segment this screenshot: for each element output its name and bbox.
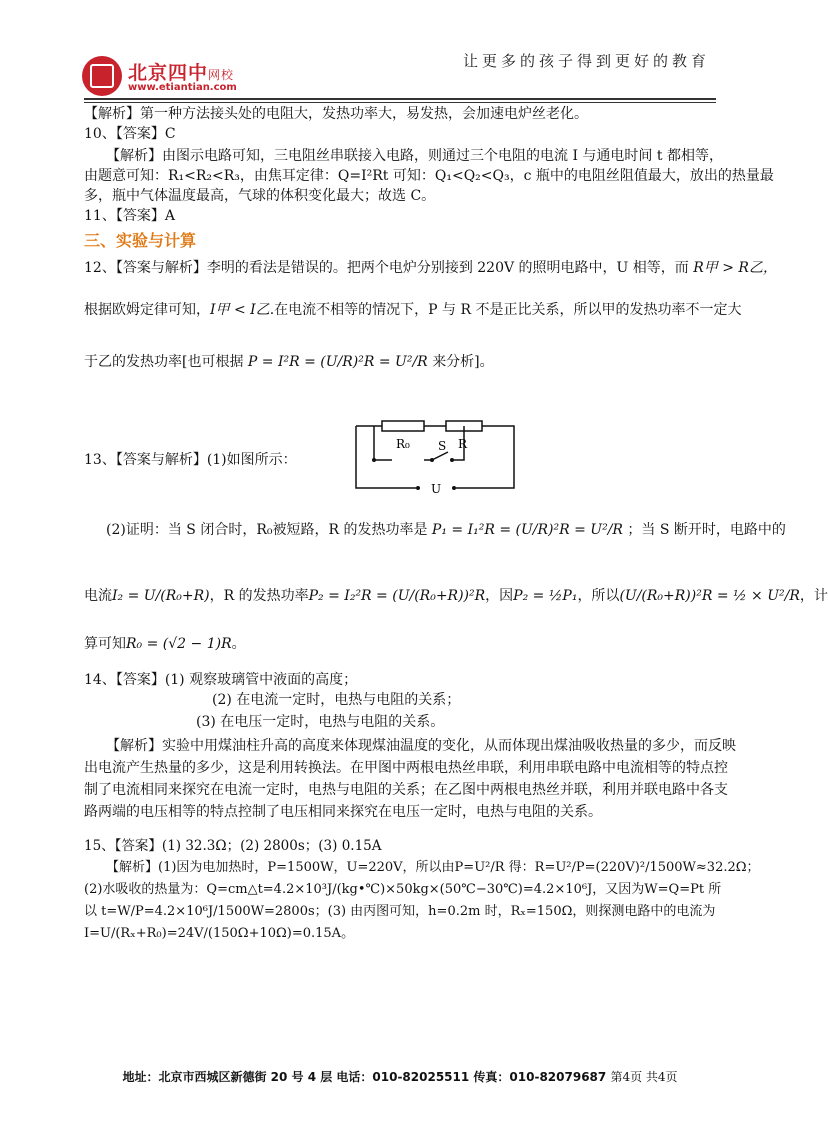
question-12-line-2 — [84, 300, 741, 320]
formula: I₂ = U/(R₀+R) — [112, 588, 210, 604]
question-12-line-1 — [84, 258, 777, 278]
text-line: 14、【答案】(1) 观察玻璃管中液面的高度； — [84, 672, 358, 688]
formula: P₂ = I₂²R = (U/(R₀+R))²R — [308, 588, 486, 604]
logo-url: www.etiantian.com — [128, 82, 237, 93]
text-line: 【解析】实验中用煤油柱升高的高度来体现煤油温度的变化，从而体现出煤油吸收热量的多少，而反映 — [106, 738, 736, 754]
text-line: 制了电流相同来探究在电流一定时，电热与电阻的关系；在乙图中两根电热丝并联，利用并联电路中各支 — [84, 782, 728, 798]
text-line: 出电流产生热量的多少，这是利用转换法。在甲图中两根电热丝串联，利用串联电路中电流相等的特点控 — [84, 760, 728, 776]
text: ；当 S 断开时，电路中的 — [627, 522, 786, 538]
question-13-line-3 — [84, 586, 828, 606]
text-line: 由题意可知：R₁<R₂<R₃，由焦耳定律：Q=I²Rt 可知：Q₁<Q₂<Q₃，c 瓶中的电阻丝阻值最大，放出的热量最 — [84, 168, 774, 184]
resistor-r0-label: R₀ — [396, 437, 410, 451]
logo-name: 北京四中网校 — [128, 62, 235, 84]
text: .在电流不相等的情况下，P 与 R 不是正比关系，所以甲的发热功率不一定大 — [269, 302, 742, 318]
formula: I甲 < I乙 — [210, 302, 270, 318]
page-number: 第4页 共4页 — [610, 1070, 678, 1084]
text-line: 【解析】由图示电路可知，三电阻丝串联接入电路，则通过三个电阻的电流 I 与通电时间 t 都相等， — [106, 148, 723, 164]
logo-emblem-icon — [82, 56, 122, 96]
formula: (U/(R₀+R))²R = ½ × U²/R — [619, 588, 800, 604]
text: ，因 — [485, 588, 514, 604]
formula: P₂ = ½P₁ — [513, 588, 578, 604]
section-heading: 三、实验与计算 — [84, 231, 197, 250]
text: 来分析]。 — [432, 354, 494, 370]
formula: R₀ = (√2 − 1)R — [126, 636, 232, 652]
question-13-line-4 — [84, 634, 246, 654]
text: (2)证明：当 S 闭合时，R₀被短路，R 的发热功率是 — [106, 522, 428, 538]
text-line: (3) 在电压一定时，电热与电阻的关系。 — [196, 714, 445, 730]
header-divider — [84, 98, 716, 103]
logo — [82, 56, 282, 100]
text-line: 【解析】(1)因为电加热时，P=1500W，U=220V，所以由P=U²/R 得：R=U²/P=(220V)²/1500W≈32.2Ω； — [106, 860, 760, 875]
formula: R甲 > R乙， — [693, 260, 777, 276]
question-12-line-3 — [84, 352, 494, 372]
text: ，所以 — [577, 588, 620, 604]
text-line: (2)水吸收的热量为：Q=cm△t=4.2×10³J/(kg•℃)×50kg×(50℃−30℃)=4.2×10⁶J，又因为W=Q=Pt 所 — [84, 882, 722, 897]
text: 电流 — [84, 588, 112, 604]
text: 根据欧姆定律可知， — [84, 302, 210, 318]
header-slogan: 让更多的孩子得到更好的教育 — [462, 52, 710, 70]
text-line: 【解析】第一种方法接头处的电阻大，发热功率大，易发热，会加速电炉丝老化。 — [84, 106, 588, 122]
text-line: 路两端的电压相等的特点控制了电压相同来探究在电压一定时，电热与电阻的关系。 — [84, 804, 602, 820]
text-line: 10、【答案】C — [84, 126, 176, 142]
text: ，计 — [799, 588, 828, 604]
voltage-label: U — [431, 482, 442, 496]
page-footer — [0, 1068, 800, 1085]
text-line: 以 t=W/P=4.2×10⁶J/1500W=2800s；(3) 由丙图可知，h=0.2m 时，Rₓ=150Ω，则探测电路中的电流为 — [84, 904, 716, 919]
text: 。 — [231, 636, 246, 652]
text-line: (2) 在电流一定时，电热与电阻的关系； — [212, 692, 461, 708]
text: ，R 的发热功率 — [209, 588, 309, 604]
text-line: 15、【答案】(1) 32.3Ω；(2) 2800s；(3) 0.15A — [84, 838, 382, 854]
footer-address: 地址：北京市西城区新德街 20 号 4 层 电话：010-82025511 传真：010-82079687 — [122, 1070, 607, 1084]
circuit-diagram — [352, 418, 522, 498]
question-13-line-1: 13、【答案与解析】(1)如图所示： — [84, 452, 297, 468]
text: 算可知 — [84, 636, 126, 652]
text-line: 11、【答案】A — [84, 208, 175, 224]
formula: P = I²R = (U/R)²R = U²/R — [247, 354, 428, 370]
formula: P₁ = I₁²R = (U/R)²R = U²/R — [431, 522, 623, 538]
text-line: I=U/(Rₓ+R₀)=24V/(150Ω+10Ω)=0.15A。 — [84, 926, 355, 941]
question-13-line-2 — [106, 520, 786, 540]
text: 12、【答案与解析】李明的看法是错误的。把两个电炉分别接到 220V 的照明电路中，U 相等，而 — [84, 260, 689, 276]
switch-label: S — [438, 439, 447, 453]
text: 于乙的发热功率[也可根据 — [84, 354, 244, 370]
resistor-r-label: R — [458, 437, 468, 451]
text-line: 多，瓶中气体温度最高，气球的体积变化最大；故选 C。 — [84, 188, 436, 204]
